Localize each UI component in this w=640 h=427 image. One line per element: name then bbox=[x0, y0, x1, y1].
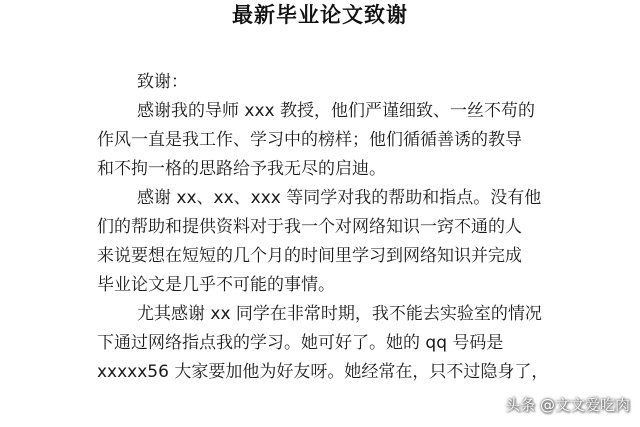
paragraph-line: xxxxx56 大家要加他为好友呀。她经常在，只不过隐身了， bbox=[97, 362, 549, 382]
paragraph-line: 作风一直是我工作、学习中的榜样；他们循循善诱的教导 bbox=[97, 130, 522, 150]
paragraph-line: 和不拘一格的思路给予我无尽的启迪。 bbox=[97, 159, 386, 179]
salutation: 致谢： bbox=[137, 72, 188, 92]
document-title: 最新毕业论文致谢 bbox=[232, 3, 408, 27]
paragraph-special-thanks bbox=[97, 300, 567, 387]
watermark-label: 头条 @文文爱吃肉 bbox=[505, 396, 630, 414]
paragraph-line: 尤其感谢 xx 同学在非常时期，我不能去实验室的情况 bbox=[137, 304, 542, 324]
paragraph-advisor-thanks bbox=[97, 97, 567, 184]
paragraph-line: 毕业论文是几乎不可能的事情。 bbox=[97, 275, 335, 295]
paragraph-line: 们的帮助和提供资料对于我一个对网络知识一窍不通的人 bbox=[97, 217, 522, 237]
paragraph-line: 下通过网络指点我的学习。她可好了。她的 qq 号码是 bbox=[97, 333, 504, 353]
paragraph-line: 来说要想在短短的几个月的时间里学习到网络知识并完成 bbox=[97, 246, 522, 266]
paragraph-line: 感谢 xx、xx、xxx 等同学对我的帮助和指点。没有他 bbox=[137, 188, 542, 208]
paragraph-classmates-thanks bbox=[97, 184, 567, 300]
paragraph-line: 感谢我的导师 xxx 教授，他们严谨细致、一丝不苟的 bbox=[137, 101, 535, 121]
document-body bbox=[97, 68, 567, 387]
